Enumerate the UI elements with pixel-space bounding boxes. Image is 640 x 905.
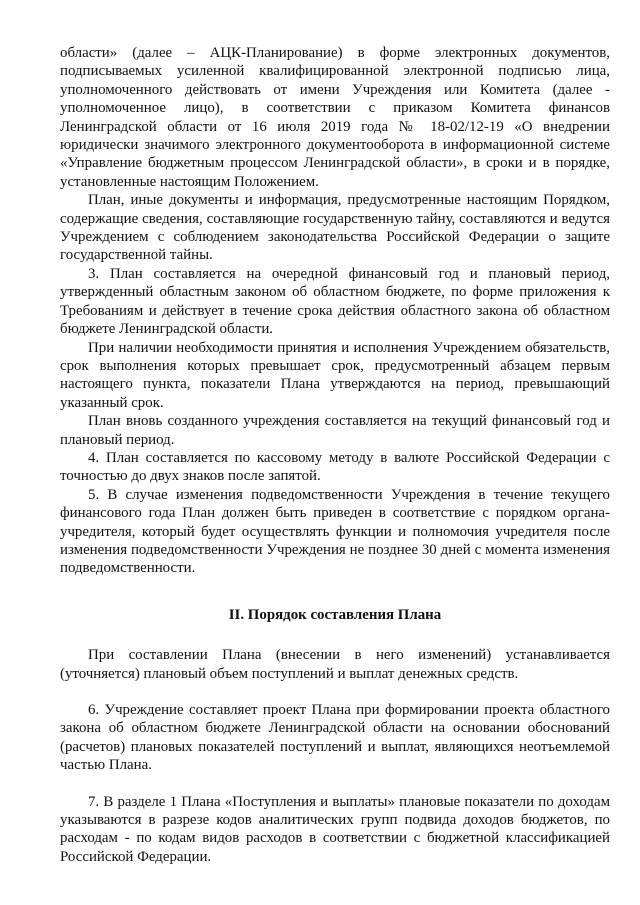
paragraph-necessity: При наличии необходимости принятия и исполнения Учреждением обязательств, срок выполнения которых превышает срок, предусмотренный абзацем первым настоящего пункта, показатели Плана утверждаются на период, превышающий указанный срок.	[60, 339, 610, 411]
paragraph-7: 7. В разделе 1 Плана «Поступления и выплаты» плановые показатели по доходам указываются в разрезе кодов аналитических групп подвида доходов бюджетов, по расходам - по кодам видов расходов в соответствии с бюджетной классификацией Российской Федерации.	[60, 793, 610, 865]
paragraph-new-institution: План вновь созданного учреждения составляется на текущий финансовый год и плановый период.	[60, 413, 610, 448]
section-heading: II. Порядок составления Плана	[228, 606, 442, 623]
paragraph-3: 3. План составляется на очередной финансовый год и плановый период, утвержденный областным законом об областном бюджете, по форме приложения к Требованиям и действует в течение срока действия областного закона об областном бюджете Ленинградской области.	[60, 265, 610, 338]
paragraph-6: 6. Учреждение составляет проект Плана при формировании проекта областного закона об областном бюджете Ленинградской области на основании обоснований (расчетов) плановых показателей поступлений и выплат, являющихся неотъемлемой частью Плана.	[60, 702, 610, 774]
paragraph-intro: области» (далее – АЦК-Планирование) в форме электронных документов, подписываемых усиленной квалифицированной электронной подписью лица, уполномоченного действовать от имени Учреждения или Комитета (далее - уполномоченное лицо), в соответствии с приказом Комитета финансов Ленинградской области от 16 июля 2019 года № 18-02/12-19 «О внедрении юридически значимого электронного документооборота в информационной системе «Управление бюджетным процессом Ленинградской области», в сроки и в порядке, установленные настоящим Положением.	[60, 45, 610, 190]
paragraph-5: 5. В случае изменения подведомственности Учреждения в течение текущего финансового года План должен быть приведен в соответствие с порядком органа-учредителя, который будет осуществлять функции и полномочия учредителя после изменения подведомственности Учреждения не позднее 30 дней с момента изменения подведомственности.	[60, 486, 610, 577]
document-page	[60, 44, 610, 866]
paragraph-state-secret: План, иные документы и информация, предусмотренные настоящим Порядком, содержащие сведения, составляющие государственную тайну, составляются и ведутся Учреждением с соблюдением законодательства Российской Федерации о защите государственной тайны.	[60, 192, 610, 264]
paragraph-compose: При составлении Плана (внесении в него изменений) устанавливается (уточняется) плановый объем поступлений и выплат денежных средств.	[60, 647, 610, 682]
paragraph-4: 4. План составляется по кассовому методу в валюте Российской Федерации с точностью до двух знаков после запятой.	[60, 449, 610, 485]
